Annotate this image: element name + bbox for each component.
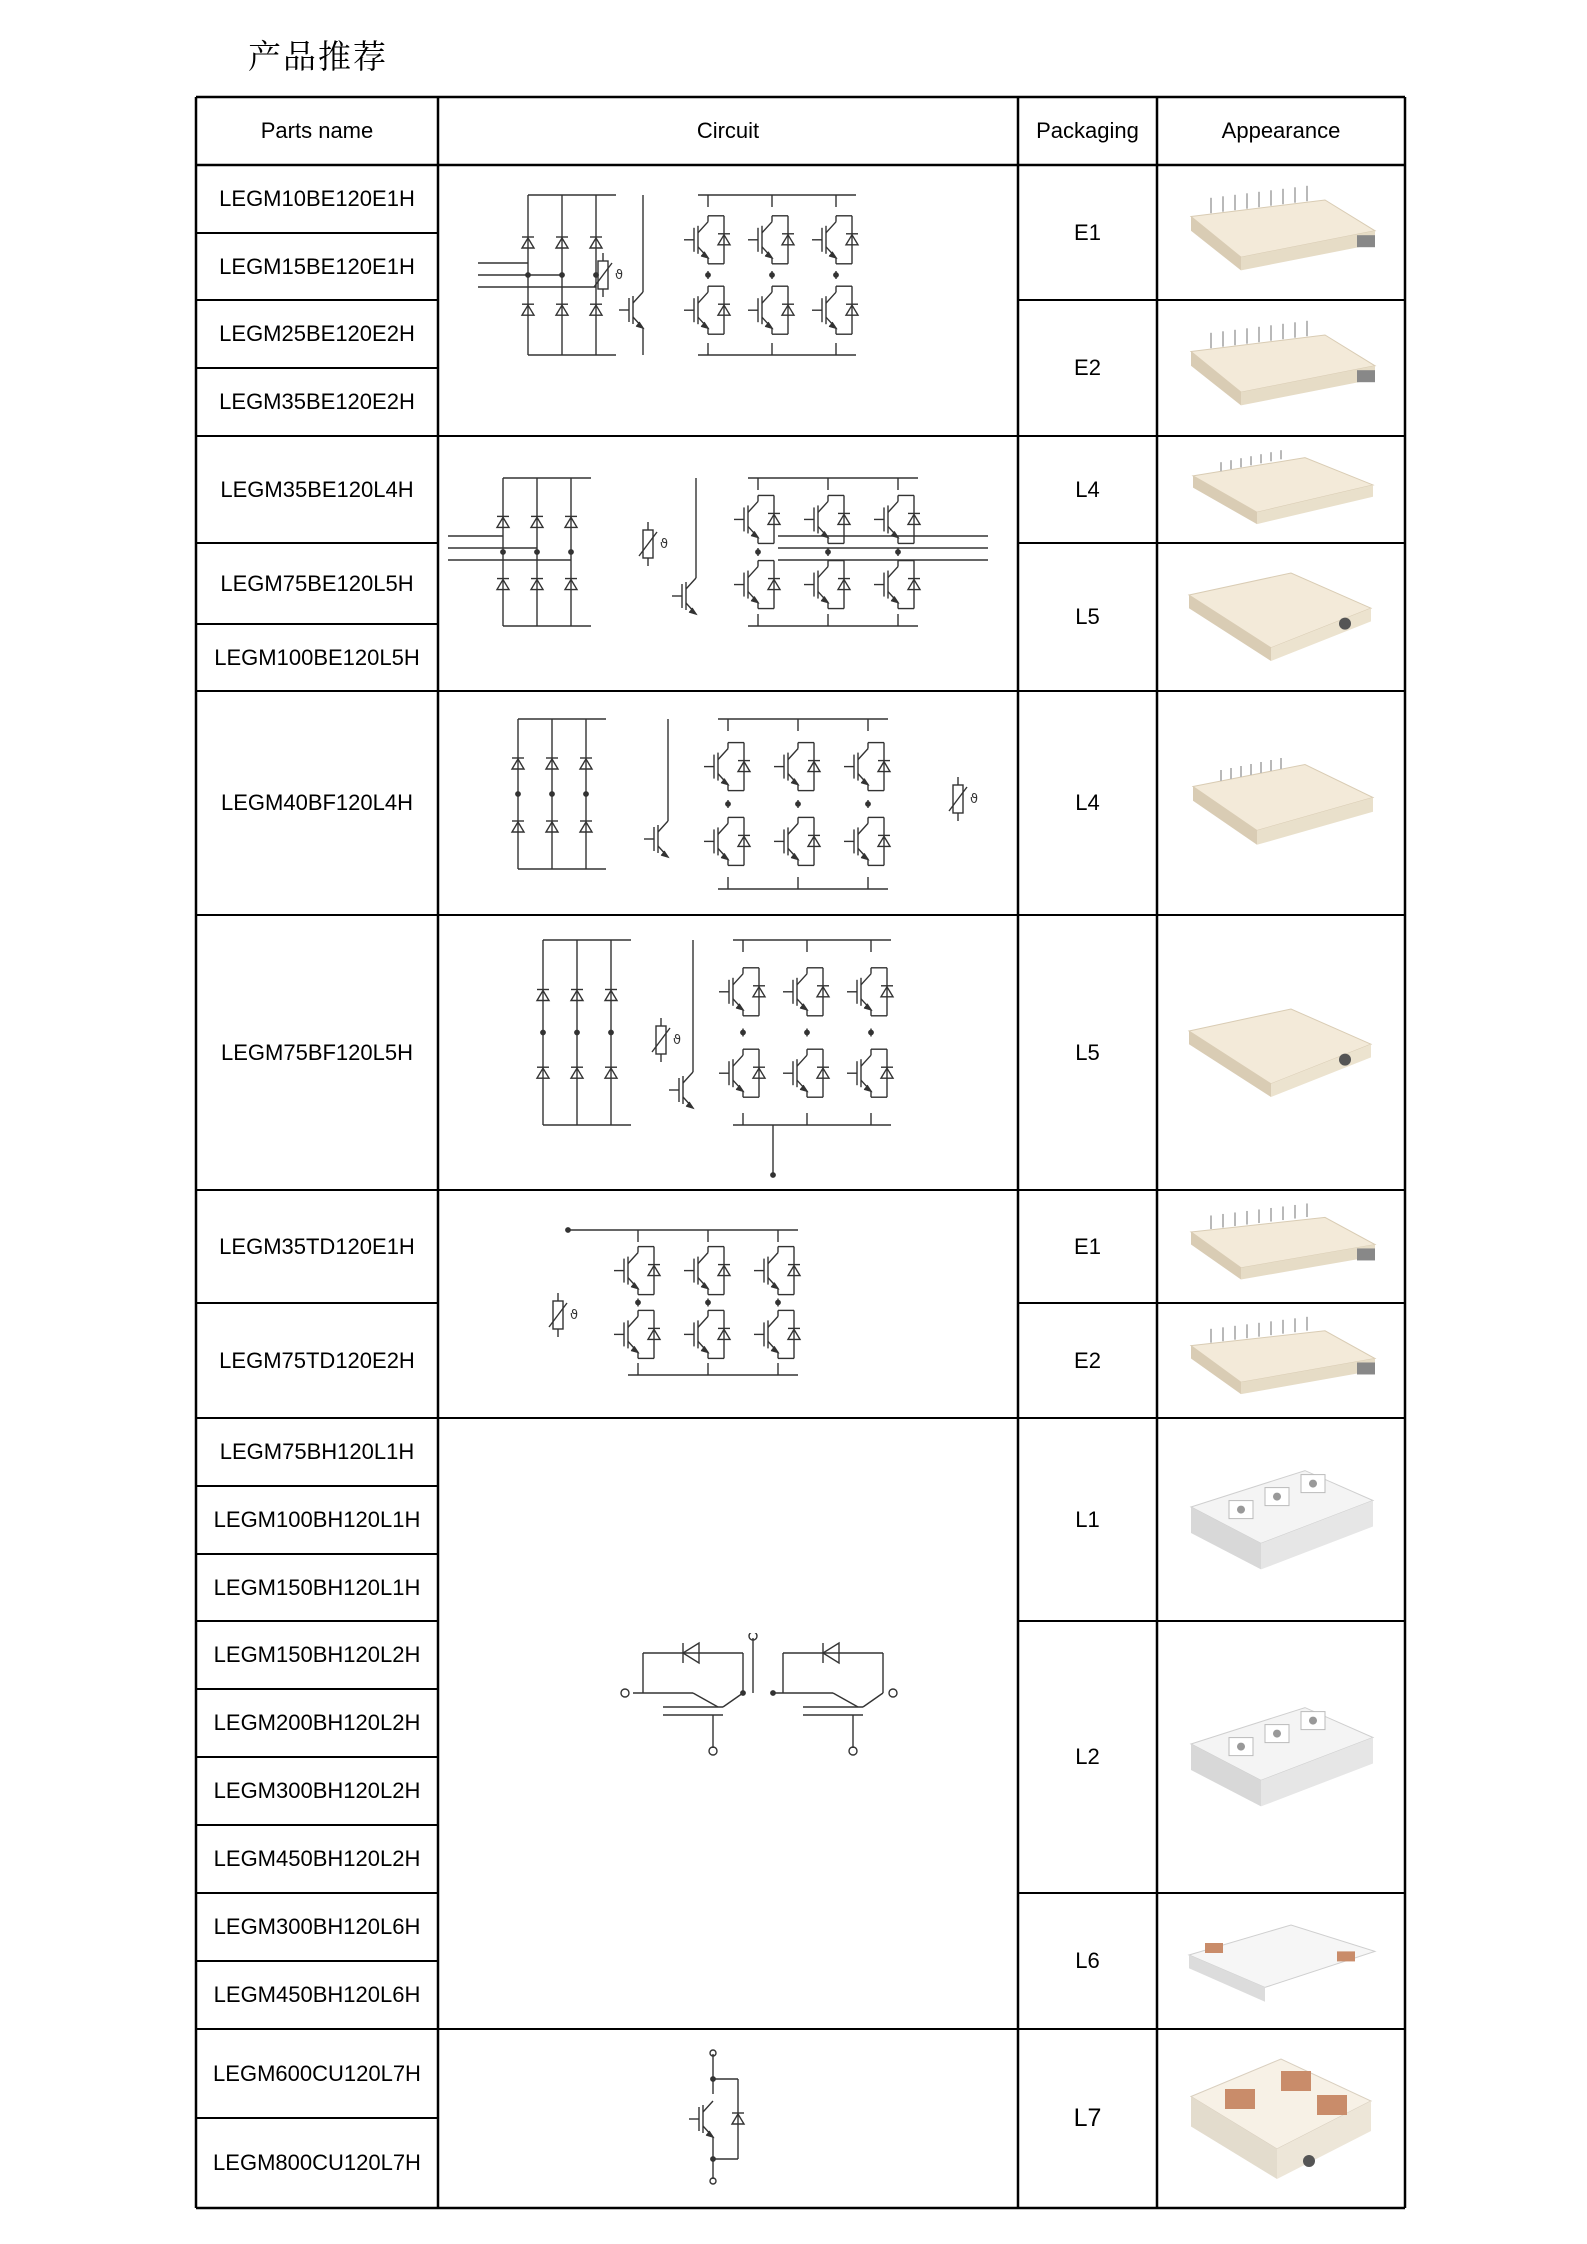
packaging-cell: L7 (1073, 2104, 1102, 2132)
part-name-cell: LEGM15BE120E1H (219, 253, 415, 279)
part-name-cell: LEGM800CU120L7H (213, 2150, 421, 2175)
packaging-cell: L4 (1075, 790, 1100, 815)
packaging-cell: L1 (1075, 1506, 1100, 1532)
circuit-rectifier-inverter-ntc-icon (478, 709, 998, 909)
header-packaging: Packaging (1036, 118, 1139, 143)
module-l7-icon (1181, 2044, 1381, 2194)
part-name-cell: LEGM300BH120L6H (213, 1914, 421, 1939)
header-appearance: Appearance (1221, 118, 1341, 143)
part-name-cell: LEGM300BH120L2H (213, 1778, 421, 1803)
module-e2-icon (1181, 1311, 1381, 1410)
part-name-cell: LEGM450BH120L2H (213, 1846, 421, 1871)
part-name-cell: LEGM25BE120E2H (219, 321, 415, 346)
part-name-cell: LEGM100BH120L1H (213, 1507, 421, 1532)
svg-text:ϑ: ϑ (970, 792, 979, 807)
circuit-sixpack-inverter-icon (538, 1210, 918, 1410)
module-l5-icon (1181, 998, 1381, 1108)
packaging-cell: L6 (1075, 1948, 1100, 1973)
part-name-cell: LEGM600CU120L7H (213, 2060, 421, 2086)
packaging-cell: E2 (1074, 355, 1101, 380)
svg-text:ϑ: ϑ (673, 1033, 682, 1048)
circuit-chopper-single-icon (663, 2049, 763, 2189)
part-name-cell: LEGM75BE120L5H (220, 570, 414, 596)
circuit-half-bridge-icon (613, 1633, 913, 1763)
module-l1-icon (1181, 1455, 1381, 1585)
svg-text:ϑ: ϑ (615, 268, 624, 283)
part-name-cell: LEGM150BH120L1H (213, 1574, 421, 1600)
part-name-cell: LEGM75BH120L1H (219, 1439, 415, 1464)
circuit-rectifier-inverter-icon (478, 185, 978, 415)
module-l6-icon (1181, 1901, 1381, 2021)
packaging-cell: L2 (1075, 1744, 1100, 1769)
module-e1-icon (1181, 178, 1381, 288)
module-e1-icon (1181, 1198, 1381, 1295)
module-l2-icon (1181, 1692, 1381, 1822)
header-parts-name: Parts name (260, 118, 374, 143)
module-e2-icon (1181, 313, 1381, 423)
packaging-cell: L5 (1075, 1039, 1100, 1065)
packaging-cell: E2 (1074, 1347, 1101, 1373)
part-name-cell: LEGM10BE120E1H (219, 186, 415, 211)
header-circuit: Circuit (696, 118, 760, 143)
part-name-cell: LEGM450BH120L6H (213, 1982, 421, 2007)
part-name-cell: LEGM35TD120E1H (219, 1233, 415, 1259)
packaging-cell: L4 (1075, 476, 1100, 502)
page-title: 产品推荐 (248, 37, 388, 76)
part-name-cell: LEGM200BH120L2H (213, 1710, 421, 1735)
part-name-cell: LEGM75BF120L5H (221, 1039, 413, 1065)
part-name-cell: LEGM75TD120E2H (219, 1347, 415, 1373)
packaging-cell: E1 (1074, 1233, 1101, 1259)
packaging-cell: L5 (1075, 604, 1100, 629)
part-name-cell: LEGM150BH120L2H (213, 1642, 421, 1667)
part-name-cell: LEGM100BE120L5H (214, 644, 420, 670)
module-l4-icon (1181, 748, 1381, 858)
circuit-rectifier-inverter-brake-icon (448, 466, 1008, 666)
part-name-cell: LEGM35BE120E2H (219, 389, 415, 414)
part-name-cell: LEGM35BE120L4H (220, 476, 414, 502)
packaging-cell: E1 (1074, 219, 1101, 245)
module-l4-icon (1181, 444, 1381, 535)
svg-text:ϑ: ϑ (570, 1308, 579, 1323)
circuit-pim-full-icon (533, 930, 933, 1180)
svg-text:ϑ: ϑ (660, 537, 669, 552)
part-name-cell: LEGM40BF120L4H (221, 790, 413, 815)
module-l5-icon (1181, 562, 1381, 672)
